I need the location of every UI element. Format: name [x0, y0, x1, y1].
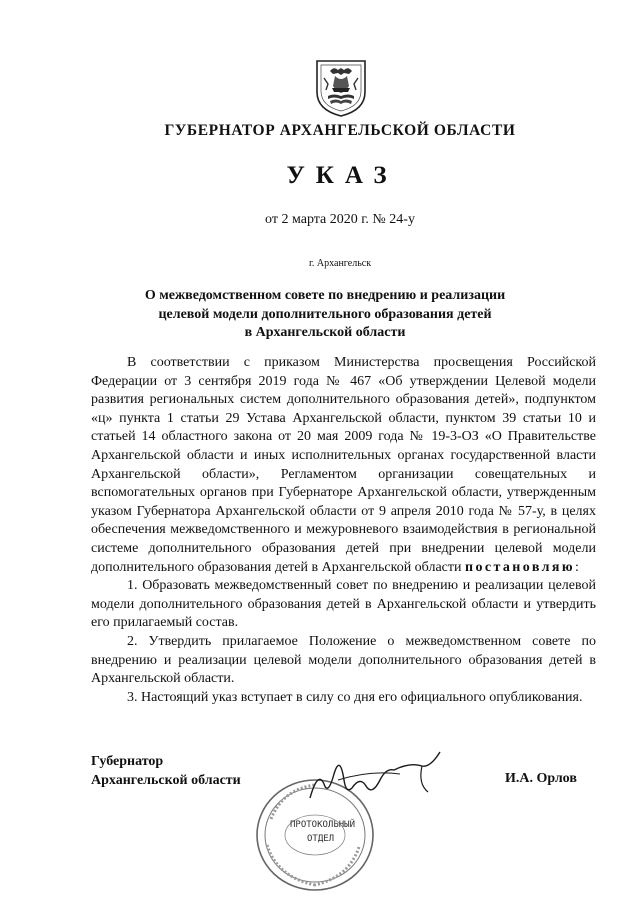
signatory-position: [91, 752, 241, 790]
preamble-paragraph: [91, 354, 596, 577]
decree-body: [91, 354, 596, 707]
city-of-issue: г. Архангельск: [308, 258, 372, 269]
handwritten-signature-icon: [290, 740, 460, 810]
item-paragraph-2: 2. Утвердить прилагаемое Положение о межведомственном совете по внедрению и реализации целевой модели дополнительного образования детей в Архангельской области.: [91, 633, 596, 687]
position-line: Архангельской области: [91, 773, 241, 788]
item-paragraph-1: 1. Образовать межведомственный совет по внедрению и реализации целевой модели дополнительного образования детей в Архангельской области и утвердить его прилагаемый состав.: [91, 578, 596, 631]
title-line: О межведомственном совете по внедрению и реализации: [144, 288, 506, 303]
date-and-number: от 2 марта 2020 г. № 24-у: [265, 212, 415, 227]
document-type-heading: УКАЗ: [286, 162, 398, 189]
coat-of-arms-icon: [314, 58, 368, 118]
title-line: целевой модели дополнительного образования детей: [158, 306, 492, 322]
signatory-name: И.А. Орлов: [505, 771, 577, 786]
title-line: в Архангельской области: [244, 325, 406, 340]
decree-title: [100, 287, 550, 343]
decree-colon: :: [574, 559, 579, 575]
stamp-text: ПРОТОКОЛЬНЫЙ: [290, 820, 356, 830]
preamble-text: В соответствии с приказом Министерства просвещения Российской Федерации от 3 сентября 2019 года № 467 «Об утверждении Целевой модели развития региональных систем дополнительного образования детей», подпунктом «ц» пункта 1 статьи 29 Устава Архангельской области, пунктом 39 статьи 10 и статьей 14 областного закона от 20 мая 2009 года № 19-3-ОЗ «О Правительстве Архангельской области и иных исполнительных органах государственной власти Архангельской области», Регламентом организации совещательных и вспомогательных органов при Губернаторе Архангельской области, утвержденным указом Губернатора Архангельской области от 9 апреля 2010 года № 57-у, в целях обеспечения межведомственного и межуровневого взаимодействия в региональной системе дополнительного образования детей при внедрении целевой модели дополнительного образования детей в Архангельской области: [91, 355, 596, 575]
item-paragraph-3: 3. Настоящий указ вступает в силу со дня его официального опубликования.: [127, 689, 583, 705]
issuer-heading: ГУБЕРНАТОР АРХАНГЕЛЬСКОЙ ОБЛАСТИ: [164, 122, 516, 139]
decree-keyword: постановляю: [464, 559, 575, 575]
position-line: Губернатор: [91, 754, 164, 769]
stamp-text: ОТДЕЛ: [307, 834, 335, 844]
